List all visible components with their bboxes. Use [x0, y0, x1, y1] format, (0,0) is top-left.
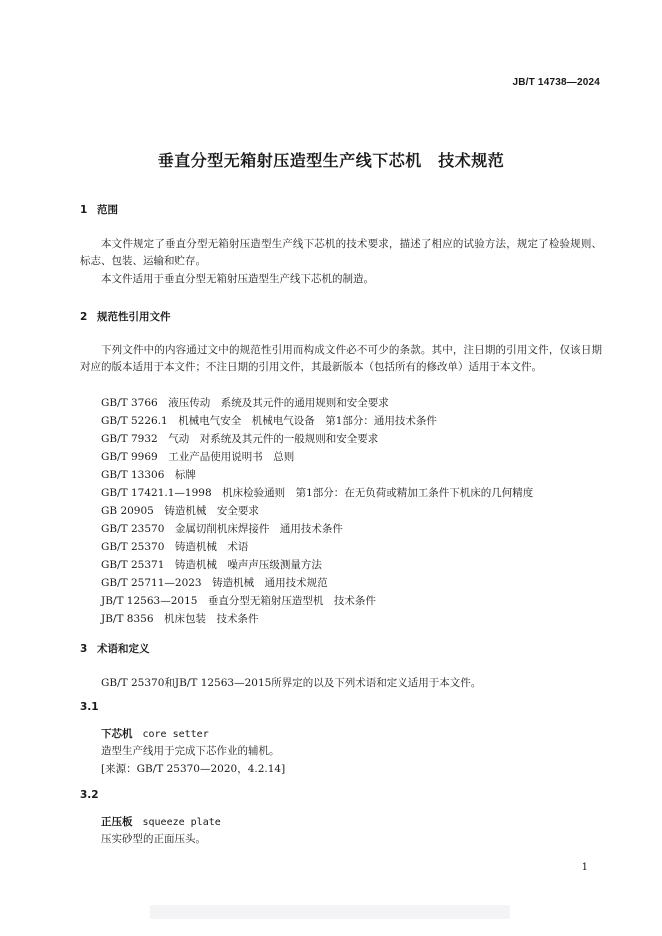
section-number: 3 — [80, 643, 88, 655]
reference-item: GB 20905 铸造机械 安全要求 — [101, 505, 259, 517]
section-title: 术语和定义 — [97, 643, 150, 655]
reference-item: GB/T 13306 标牌 — [101, 469, 196, 481]
term-definition: 造型生产线用于完成下芯作业的辅机。 — [101, 745, 280, 757]
term-chinese: 下芯机 — [101, 728, 133, 740]
term-english: squeeze plate — [142, 817, 221, 828]
term-chinese: 正压板 — [101, 816, 133, 828]
reference-item: JB/T 12563—2015 垂直分型无箱射压造型机 技术条件 — [101, 595, 376, 607]
term-number: 3.1 — [80, 701, 99, 713]
faint-footer-band — [150, 905, 510, 919]
document-code: JB/T 14738—2024 — [512, 77, 600, 88]
reference-item: GB/T 3766 液压传动 系统及其元件的通用规则和安全要求 — [101, 397, 389, 409]
reference-item: JB/T 8356 机床包装 技术条件 — [101, 613, 259, 625]
section-3-heading — [80, 641, 150, 656]
term-english: core setter — [142, 729, 209, 740]
paragraph: 本文件规定了垂直分型无箱射压造型生产线下芯机的技术要求，描述了相应的试验方法，规定了检验规则、标志、包装、运输和贮存。 — [80, 238, 602, 267]
reference-item: GB/T 5226.1 机械电气安全 机械电气设备 第1部分：通用技术条件 — [101, 415, 437, 427]
reference-item: GB/T 25370 铸造机械 术语 — [101, 541, 249, 553]
term-definition: 压实砂型的正面压头。 — [101, 833, 206, 845]
section-number: 1 — [80, 204, 88, 216]
reference-item: GB/T 9969 工业产品使用说明书 总则 — [101, 451, 295, 463]
term-entry — [101, 726, 209, 741]
term-number: 3.2 — [80, 789, 99, 801]
section-1-heading — [80, 202, 118, 217]
reference-item: GB/T 25371 铸造机械 噪声声压级测量方法 — [101, 559, 322, 571]
reference-item: GB/T 17421.1—1998 机床检验通则 第1部分：在无负荷或精加工条件下机床的几何精度 — [101, 487, 534, 499]
page-number: 1 — [581, 862, 588, 873]
term-source: [来源：GB/T 25370—2020，4.2.14] — [101, 763, 286, 775]
paragraph: GB/T 25370和JB/T 12563—2015所界定的以及下列术语和定义适用于本文件。 — [101, 677, 482, 689]
document-title: 垂直分型无箱射压造型生产线下芯机 技术规范 — [157, 151, 505, 170]
reference-item: GB/T 25711—2023 铸造机械 通用技术规范 — [101, 577, 328, 589]
term-entry — [101, 814, 221, 829]
reference-item: GB/T 7932 气动 对系统及其元件的一般规则和安全要求 — [101, 433, 379, 445]
section-title: 范围 — [97, 204, 118, 216]
reference-item: GB/T 23570 金属切削机床焊接件 通用技术条件 — [101, 523, 343, 535]
section-title: 规范性引用文件 — [97, 311, 171, 323]
section-2-heading — [80, 309, 171, 324]
section-number: 2 — [80, 311, 88, 323]
paragraph: 下列文件中的内容通过文中的规范性引用而构成文件必不可少的条款。其中，注日期的引用文件，仅该日期对应的版本适用于本文件；不注日期的引用文件，其最新版本（包括所有的修改单）适用于本文件。 — [80, 344, 602, 373]
paragraph: 本文件适用于垂直分型无箱射压造型生产线下芯机的制造。 — [101, 273, 374, 285]
